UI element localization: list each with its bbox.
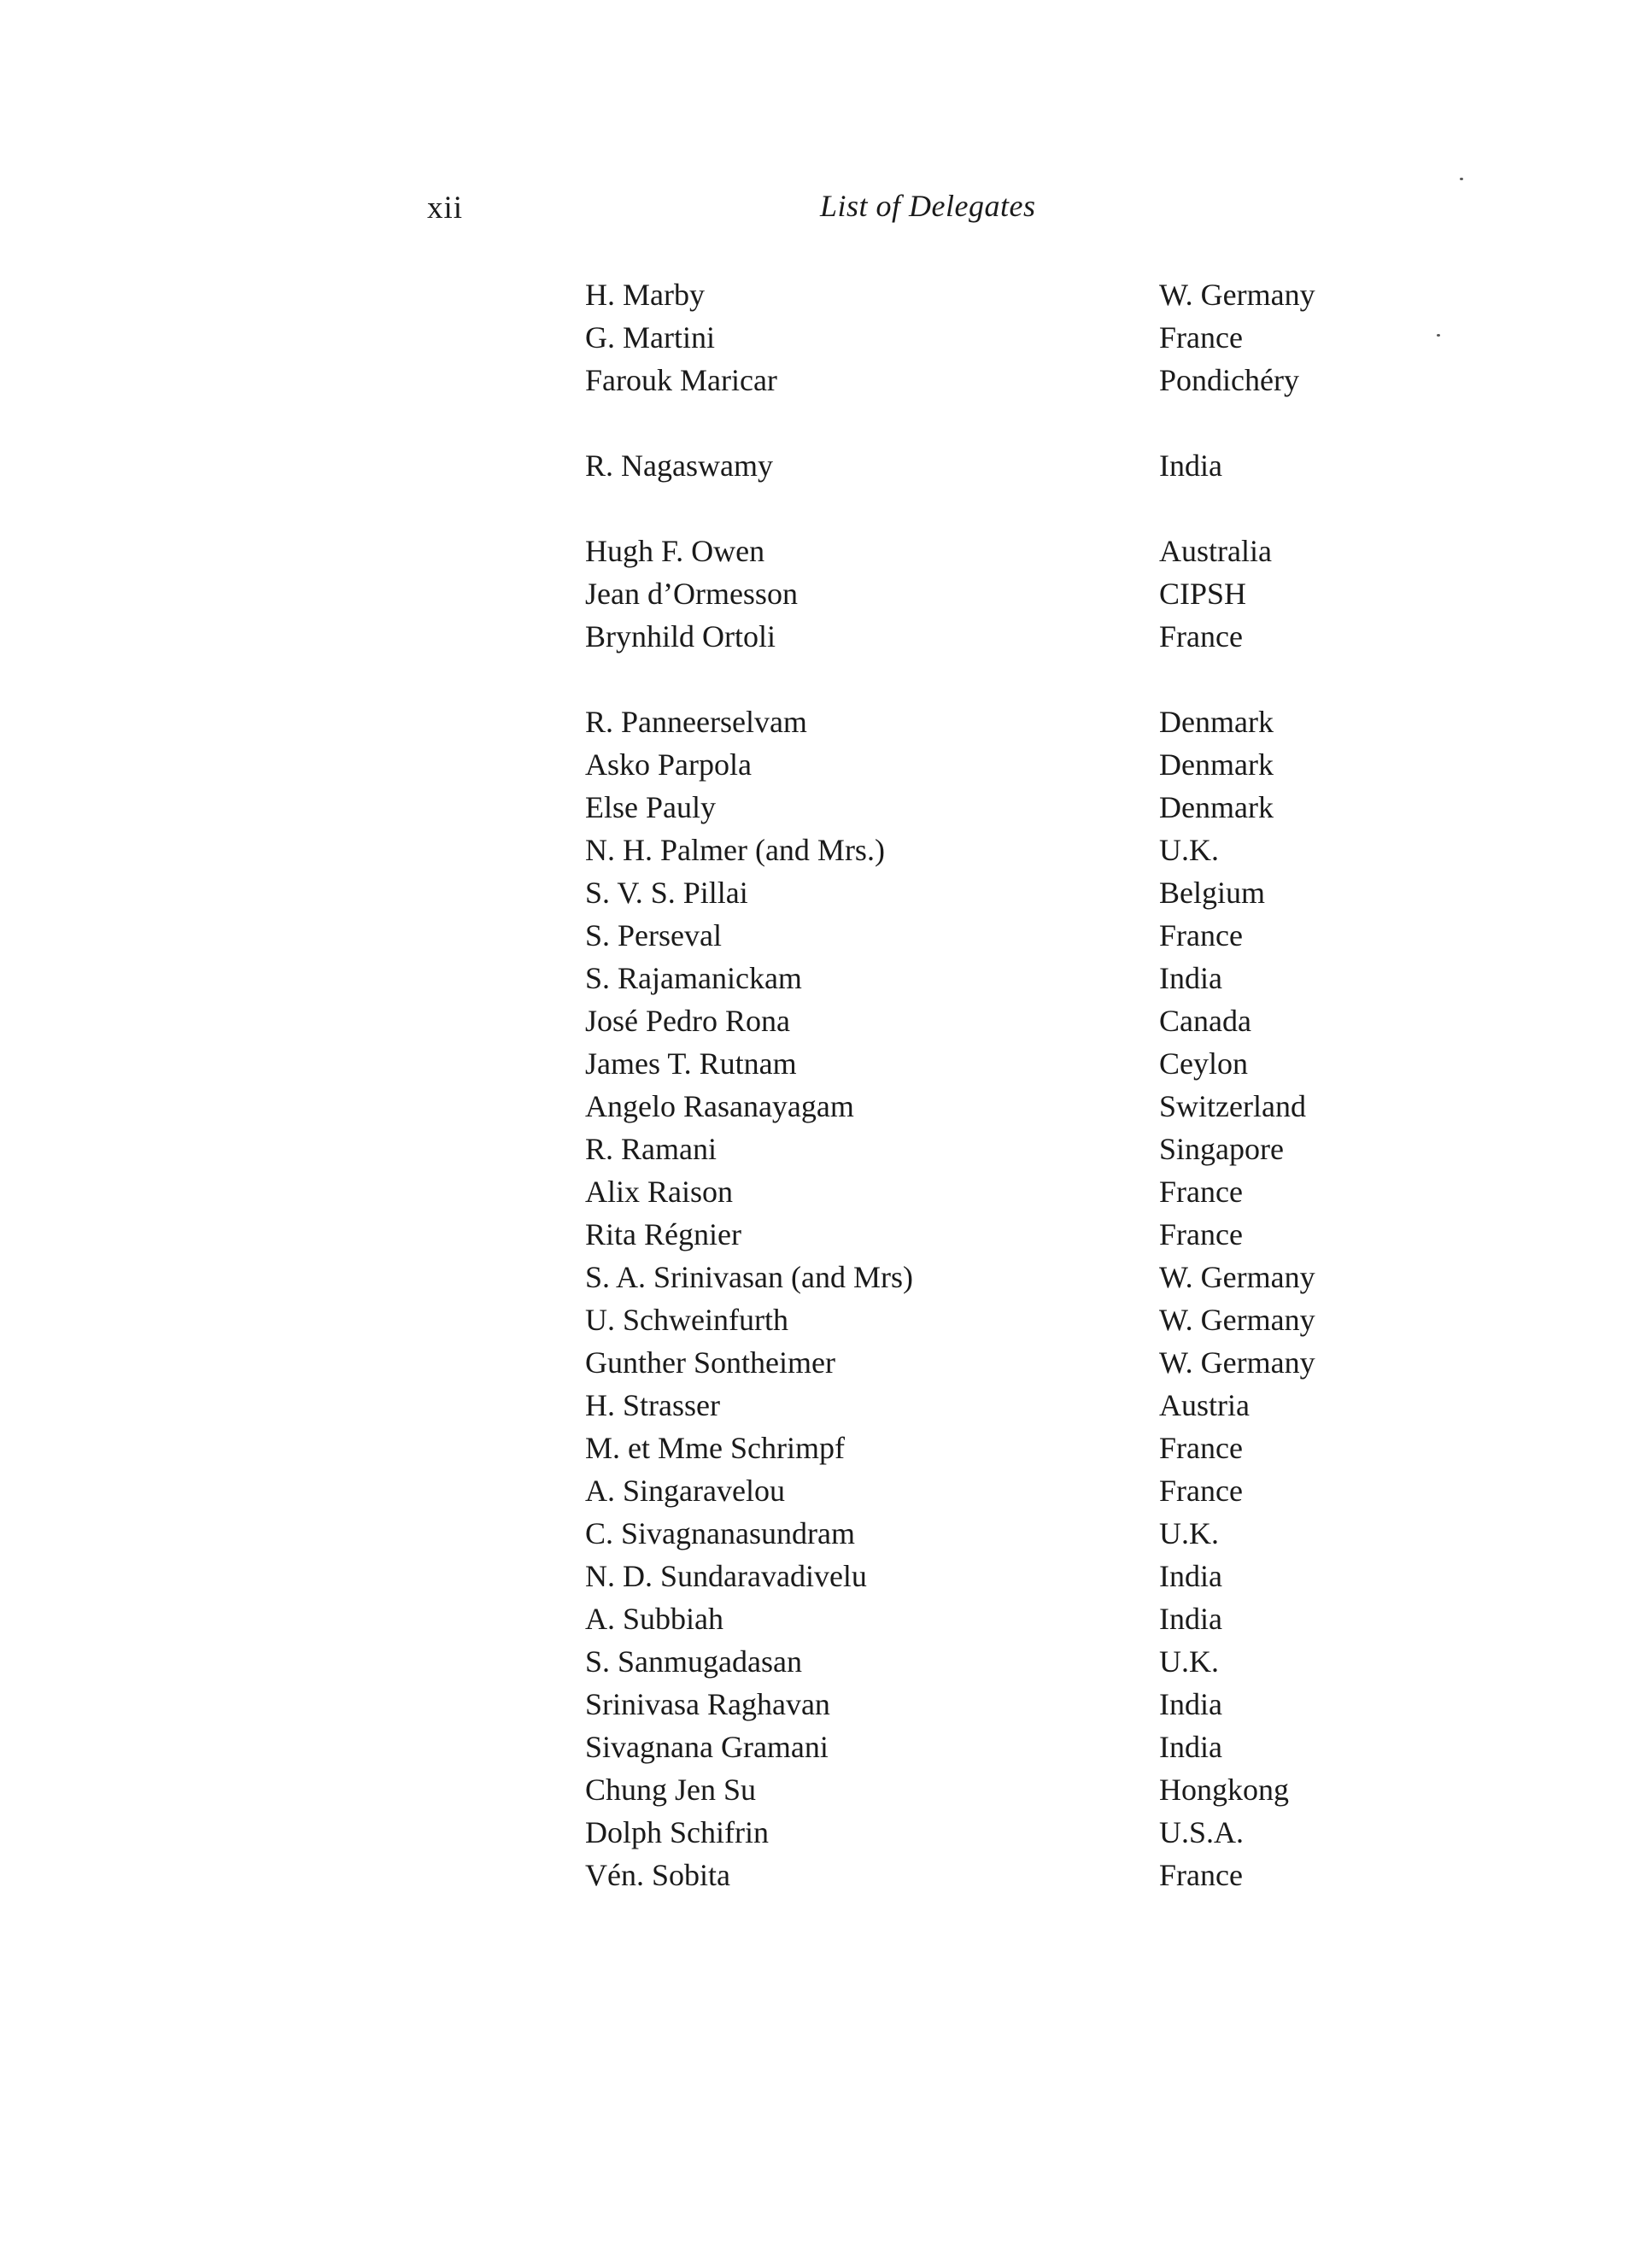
delegate-country: W. Germany [1159, 1303, 1315, 1337]
delegate-country: India [1159, 1730, 1222, 1764]
delegate-name: Farouk Maricar [585, 363, 777, 397]
delegate-country: U.K. [1159, 833, 1219, 867]
delegate-row [585, 572, 1405, 615]
delegate-row [585, 1427, 1405, 1469]
delegate-name: Dolph Schifrin [585, 1815, 769, 1849]
delegate-country: India [1159, 448, 1222, 483]
delegate-name: R. Ramani [585, 1132, 717, 1166]
delegate-name: A. Subbiah [585, 1602, 723, 1636]
delegate-country: Australia [1159, 534, 1272, 568]
delegate-country: Canada [1159, 1004, 1251, 1038]
delegate-name: S. Sanmugadasan [585, 1644, 802, 1679]
delegate-name: Angelo Rasanayagam [585, 1089, 854, 1123]
delegate-row [585, 914, 1405, 957]
delegate-country: Singapore [1159, 1132, 1284, 1166]
delegate-row [585, 530, 1405, 572]
delegate-name: U. Schweinfurth [585, 1303, 788, 1337]
delegate-country: W. Germany [1159, 278, 1315, 312]
delegate-row [585, 444, 1405, 487]
delegate-name: Hugh F. Owen [585, 534, 765, 568]
delegate-country: India [1159, 1559, 1222, 1593]
delegate-row [585, 957, 1405, 999]
scan-speck [1460, 178, 1463, 180]
delegate-name: S. A. Srinivasan (and Mrs) [585, 1260, 913, 1294]
delegate-row [585, 999, 1405, 1042]
delegate-country: France [1159, 1858, 1243, 1892]
delegate-name: R. Panneerselvam [585, 705, 807, 739]
delegate-name: Asko Parpola [585, 747, 752, 782]
delegate-row [585, 1683, 1405, 1726]
delegate-name: Jean d’Ormesson [585, 577, 798, 611]
delegate-row [585, 1555, 1405, 1597]
delegate-country: India [1159, 1602, 1222, 1636]
delegate-name: Srinivasa Raghavan [585, 1687, 830, 1721]
delegate-name: N. D. Sundaravadivelu [585, 1559, 867, 1593]
delegate-country: France [1159, 320, 1243, 355]
running-title: List of Delegates [820, 189, 1036, 223]
delegate-name: José Pedro Rona [585, 1004, 790, 1038]
delegate-group [585, 700, 1405, 1896]
delegate-name: H. Strasser [585, 1388, 720, 1422]
delegate-row [585, 1768, 1405, 1811]
delegate-group [585, 530, 1405, 658]
delegate-country: Denmark [1159, 790, 1274, 824]
delegate-row [585, 1298, 1405, 1341]
delegate-row [585, 1640, 1405, 1683]
delegate-row [585, 743, 1405, 786]
delegate-name: S. Rajamanickam [585, 961, 802, 995]
page-number: xii [427, 190, 464, 226]
delegate-row [585, 1469, 1405, 1512]
delegate-country: France [1159, 1217, 1243, 1251]
delegate-country: U.K. [1159, 1644, 1219, 1679]
delegate-name: N. H. Palmer (and Mrs.) [585, 833, 885, 867]
delegate-row [585, 615, 1405, 658]
delegate-country: India [1159, 961, 1222, 995]
delegate-row [585, 1256, 1405, 1298]
delegate-country: France [1159, 918, 1243, 952]
delegate-name: H. Marby [585, 278, 705, 312]
delegate-row [585, 786, 1405, 829]
scan-speck [1437, 334, 1440, 337]
delegate-row [585, 700, 1405, 743]
delegate-group [585, 273, 1405, 401]
delegate-country: U.S.A. [1159, 1815, 1245, 1849]
delegate-row [585, 1042, 1405, 1085]
delegate-country: France [1159, 1431, 1243, 1465]
delegate-row [585, 1384, 1405, 1427]
delegate-country: Austria [1159, 1388, 1250, 1422]
delegate-row [585, 316, 1405, 359]
delegate-row [585, 273, 1405, 316]
delegate-country: U.K. [1159, 1516, 1219, 1550]
delegate-row [585, 871, 1405, 914]
delegate-row [585, 1512, 1405, 1555]
delegate-country: Switzerland [1159, 1089, 1306, 1123]
delegate-country: France [1159, 1175, 1243, 1209]
delegate-country: Denmark [1159, 705, 1274, 739]
delegate-name: Alix Raison [585, 1175, 734, 1209]
delegate-name: Brynhild Ortoli [585, 619, 776, 653]
delegate-name: G. Martini [585, 320, 715, 355]
delegate-row [585, 1128, 1405, 1170]
delegate-name: A. Singaravelou [585, 1474, 785, 1508]
delegate-country: Hongkong [1159, 1773, 1289, 1807]
delegate-name: Gunther Sontheimer [585, 1345, 835, 1380]
delegate-row [585, 1085, 1405, 1128]
delegate-row [585, 1597, 1405, 1640]
delegate-row [585, 1726, 1405, 1768]
delegate-name: S. V. S. Pillai [585, 876, 748, 910]
delegate-name: S. Perseval [585, 918, 722, 952]
delegate-country: Denmark [1159, 747, 1274, 782]
delegate-country: W. Germany [1159, 1345, 1315, 1380]
delegate-country: India [1159, 1687, 1222, 1721]
delegate-row [585, 1811, 1405, 1854]
delegate-country: Belgium [1159, 876, 1265, 910]
delegate-name: R. Nagaswamy [585, 448, 773, 483]
delegate-name: M. et Mme Schrimpf [585, 1431, 845, 1465]
delegate-name: Vén. Sobita [585, 1858, 730, 1892]
delegate-row [585, 829, 1405, 871]
delegate-row [585, 1213, 1405, 1256]
delegate-country: France [1159, 1474, 1243, 1508]
delegate-country: Ceylon [1159, 1046, 1248, 1081]
delegate-name: Else Pauly [585, 790, 716, 824]
delegate-row [585, 1170, 1405, 1213]
delegate-country: France [1159, 619, 1243, 653]
delegate-name: C. Sivagnanasundram [585, 1516, 855, 1550]
delegate-list [585, 273, 1405, 1939]
delegate-country: CIPSH [1159, 577, 1247, 611]
delegate-row [585, 1341, 1405, 1384]
delegate-group [585, 444, 1405, 487]
delegate-row [585, 359, 1405, 401]
delegate-name: James T. Rutnam [585, 1046, 797, 1081]
delegate-row [585, 1854, 1405, 1896]
delegate-name: Sivagnana Gramani [585, 1730, 829, 1764]
delegate-name: Chung Jen Su [585, 1773, 757, 1807]
delegate-country: W. Germany [1159, 1260, 1315, 1294]
delegate-name: Rita Régnier [585, 1217, 741, 1251]
delegate-country: Pondichéry [1159, 363, 1299, 397]
